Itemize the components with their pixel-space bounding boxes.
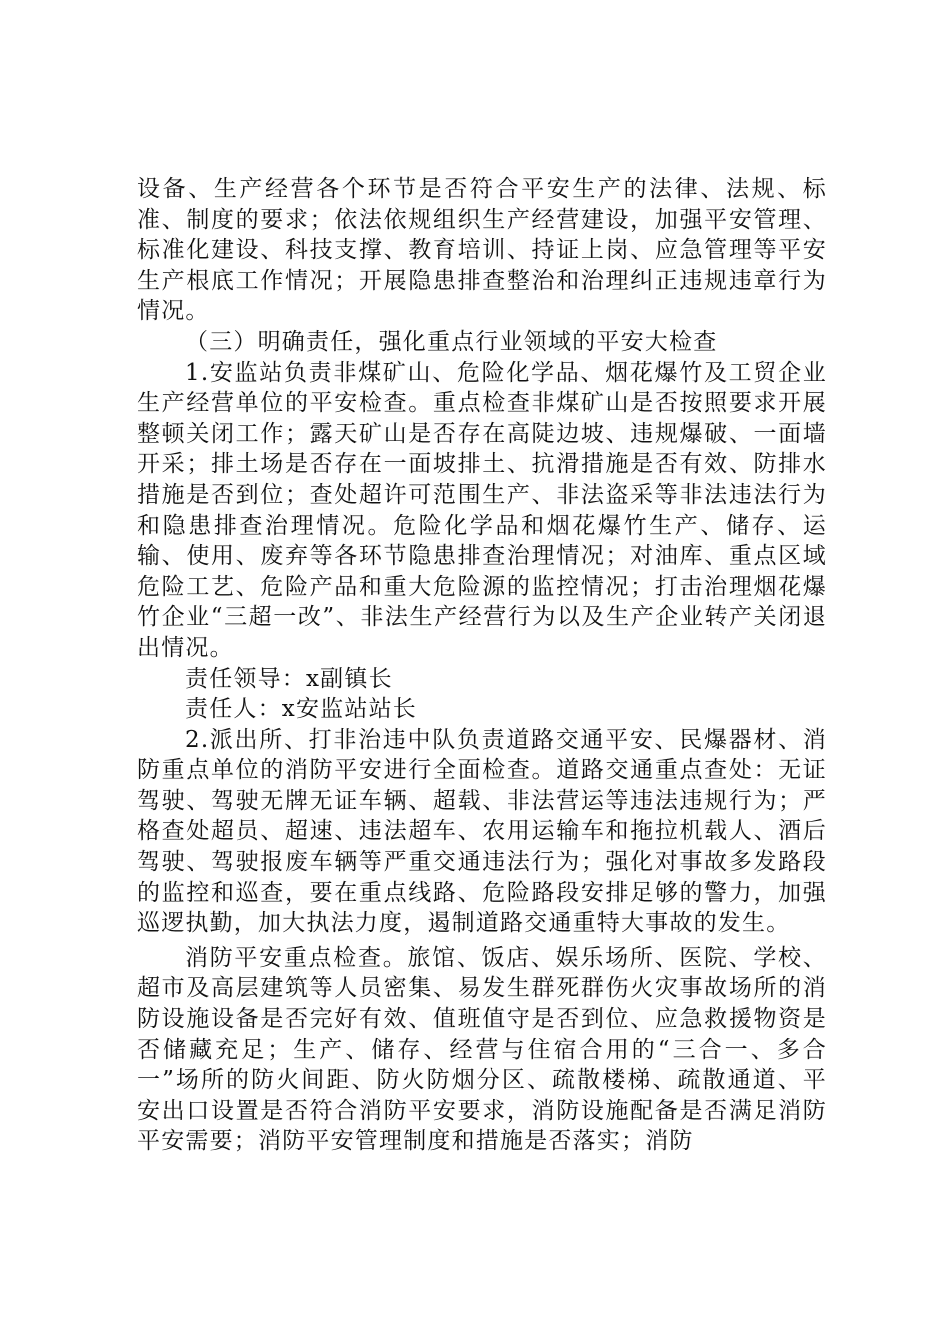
section-heading: （三）明确责任，强化重点行业领域的平安大检查 (185, 328, 718, 355)
document-body (137, 174, 827, 1157)
paragraph-item-2: 2.派出所、打非治违中队负责道路交通平安、民爆器材、消防重点单位的消防平安进行全面检查。道路交通重点查处：无证驾驶、驾驶无牌无证车辆、超载、非法营运等违法违规行为；严格查处超员、超速、违法超车、农用运输车和拖拉机载人、酒后驾驶、驾驶报废车辆等严重交通违法行为；强化对事故多发路段的监控和巡查，要在重点线路、危险路段安排足够的警力，加强巡逻执勤，加大执法力度，遏制道路交通重特大事故的发生。 (137, 726, 827, 937)
responsible-leader: 责任领导：x副镇长 (185, 665, 393, 692)
responsible-person: 责任人：x安监站站长 (185, 696, 417, 723)
paragraph-item-1: 1.安监站负责非煤矿山、危险化学品、烟花爆竹及工贸企业生产经营单位的平安检查。重点检查非煤矿山是否按照要求开展整顿关闭工作；露天矿山是否存在高陡边坡、违规爆破、一面墙开采；排土场是否存在一面坡排土、抗滑措施是否有效、防排水措施是否到位；查处超许可范围生产、非法盗采等非法违法行为和隐患排查治理情况。危险化学品和烟花爆竹生产、储存、运输、使用、废弃等各环节隐患排查治理情况；对油库、重点区域危险工艺、危险产品和重大危险源的监控情况；打击治理烟花爆竹企业“三超一改”、非法生产经营行为以及生产企业转产关闭退出情况。 (137, 359, 827, 661)
paragraph-continuation: 设备、生产经营各个环节是否符合平安生产的法律、法规、标准、制度的要求；依法依规组织生产经营建设，加强平安管理、标准化建设、科技支撑、教育培训、持证上岗、应急管理等平安生产根底工作情况；开展隐患排查整治和治理纠正违规违章行为情况。 (137, 176, 827, 325)
paragraph-fire-safety: 消防平安重点检查。旅馆、饭店、娱乐场所、医院、学校、超市及高层建筑等人员密集、易发生群死群伤火灾事故场所的消防设施设备是否完好有效、值班值守是否到位、应急救援物资是否储藏充足；生产、储存、经营与住宿合用的“三合一、多合一”场所的防火间距、防火防烟分区、疏散楼梯、疏散通道、平安出口设置是否符合消防平安要求，消防设施配备是否满足消防平安需要；消防平安管理制度和措施是否落实；消防 (137, 944, 827, 1155)
